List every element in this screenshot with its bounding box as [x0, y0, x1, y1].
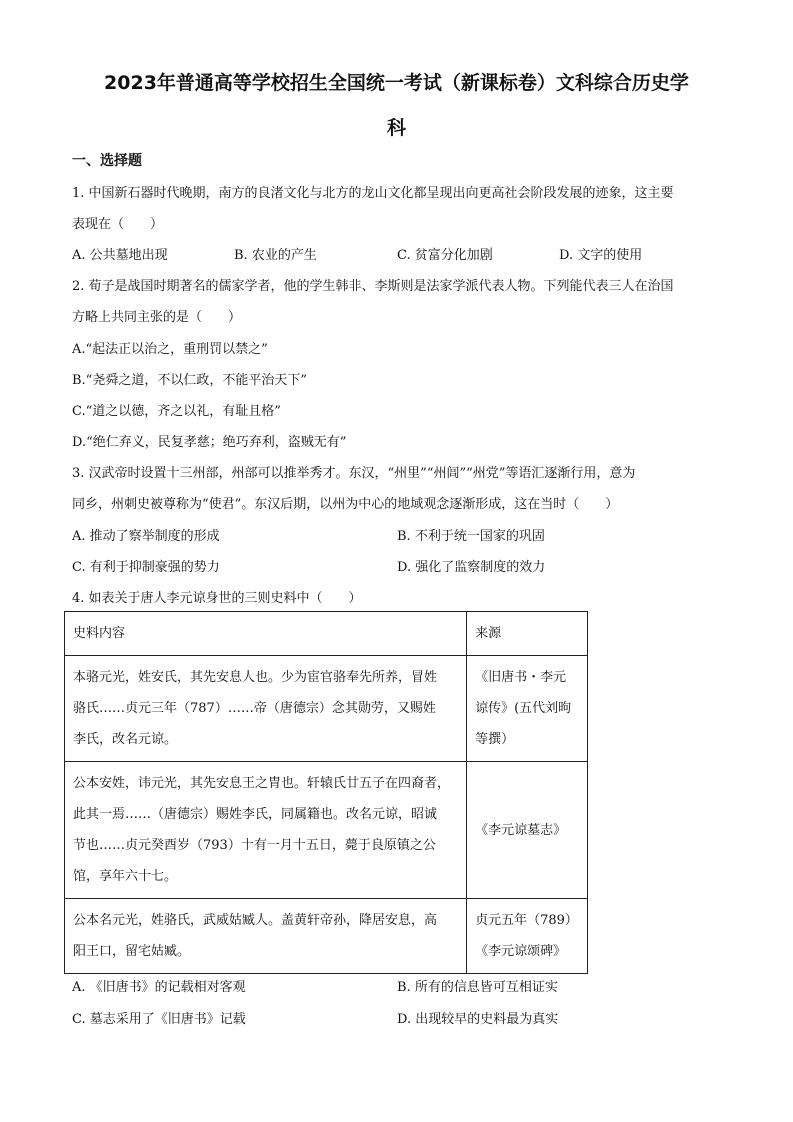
question-3-option-b: B. 不利于统一国家的巩固: [397, 529, 545, 544]
source-table: [64, 611, 588, 974]
page-title-continued: 科: [386, 117, 406, 139]
cell-text-line: 骆氏……贞元三年（787）……帝（唐德宗）念其勋劳，又赐姓: [73, 701, 436, 716]
cell-text-line: 谅传》(五代刘昫: [475, 701, 572, 716]
table-cell-source: [467, 762, 588, 899]
question-4-option-a: A. 《旧唐书》的记载相对客观: [72, 980, 246, 995]
question-3-text: 3. 汉武帝时设置十三州部，州部可以推举秀才。东汉，“州里”“州闾”“州党”等语汇逐渐行用，意为: [72, 466, 636, 481]
table-cell-source: [467, 656, 588, 762]
question-3-option-a: A. 推动了察举制度的形成: [72, 529, 220, 544]
question-1-option-d: D. 文字的使用: [559, 248, 643, 263]
table-header-cell: 来源: [467, 612, 588, 656]
cell-text-line: 《旧唐书・李元: [475, 670, 567, 685]
question-2-text: 2. 荀子是战国时期著名的儒家学者，他的学生韩非、李斯则是法家学派代表人物。下列能代表三人在治国: [72, 279, 674, 294]
question-1-option-a: A. 公共墓地出现: [72, 248, 168, 263]
cell-text-line: 《李元谅墓志》: [475, 822, 567, 838]
cell-text-line: 李氏，改名元谅。: [73, 732, 178, 747]
question-2-option-c: C.“道之以德，齐之以礼，有耻且格”: [72, 404, 281, 419]
question-2-text-continued: 方略上共同主张的是（ ）: [72, 310, 242, 325]
section-heading: 一、选择题: [72, 153, 142, 169]
cell-text-line: 公本名元光，姓骆氏，武威姑臧人。盖黄轩帝孙，降居安息，高: [73, 913, 438, 928]
question-3-option-d: D. 强化了监察制度的效力: [397, 560, 546, 575]
page-title: 2023年普通高等学校招生全国统一考试（新课标卷）文科综合历史学: [104, 72, 689, 94]
table-cell-content: [65, 762, 467, 899]
table-cell-content: [65, 899, 467, 974]
table-row: [65, 899, 588, 974]
cell-text-line: 《李元谅颂碑》: [475, 944, 567, 959]
question-1-option-b: B. 农业的产生: [234, 248, 317, 263]
question-4-option-d: D. 出现较早的史料最为真实: [397, 1012, 559, 1027]
question-4-text: 4. 如表关于唐人李元谅身世的三则史料中（ ）: [72, 591, 362, 606]
question-2-option-d: D.“绝仁弃义，民复孝慈；绝巧弃利，盗贼无有”: [72, 435, 347, 450]
question-3-option-c: C. 有利于抑制豪强的势力: [72, 560, 220, 575]
question-2-option-a: A.“起法正以治之，重刑罚以禁之”: [72, 342, 268, 357]
question-1-option-c: C. 贫富分化加剧: [397, 248, 493, 263]
question-1-text-continued: 表现在（ ）: [72, 217, 164, 232]
cell-text-line: 公本安姓，讳元光，其先安息王之胄也。轩辕氏廿五子在四裔者，: [73, 776, 451, 791]
question-2-option-b: B.“尧舜之道，不以仁政，不能平治天下”: [72, 373, 307, 388]
cell-text-line: 节也……贞元癸酉岁（793）十有一月十五日，薨于良原镇之公: [73, 838, 436, 853]
question-4-option-c: C. 墓志采用了《旧唐书》记载: [72, 1012, 246, 1027]
cell-text-line: 等撰）: [475, 732, 515, 747]
cell-text-line: 本骆元光，姓安氏，其先安息人也。少为宦官骆奉先所养，冒姓: [73, 670, 438, 685]
question-3-text-continued: 同乡，州刺史被尊称为“使君”。东汉后期，以州为中心的地域观念逐渐形成，这在当时（ ）: [72, 497, 619, 512]
table-row: [65, 762, 588, 899]
table-header-cell: 史料内容: [65, 612, 467, 656]
cell-text-line: 阳王口，留宅姑臧。: [73, 944, 191, 959]
question-4-option-b: B. 所有的信息皆可互相证实: [397, 980, 558, 995]
table-cell-content: [65, 656, 467, 762]
cell-text-line: 此其一焉……（唐德宗）赐姓李氏，同属籍也。改名元谅，昭诚: [73, 807, 438, 822]
question-1-text: 1. 中国新石器时代晚期，南方的良渚文化与北方的龙山文化都呈现出向更高社会阶段发展的迹象，这主要: [72, 186, 674, 201]
table-header-row: [65, 612, 588, 656]
cell-text-line: 馆，享年六十七。: [73, 869, 178, 884]
table-row: [65, 656, 588, 762]
cell-text-line: 贞元五年（789）: [475, 913, 578, 928]
table-cell-source: [467, 899, 588, 974]
